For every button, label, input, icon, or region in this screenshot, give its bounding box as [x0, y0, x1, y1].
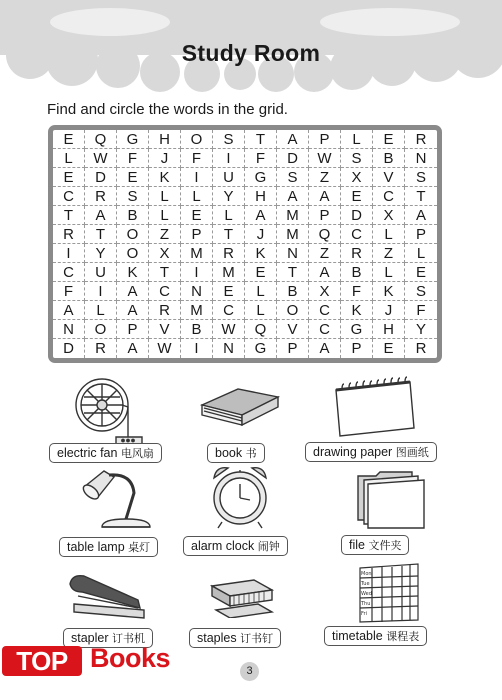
- word-search-grid: [48, 125, 442, 363]
- grid-cell[interactable]: K: [117, 263, 149, 282]
- label-electric-fan: electric fan 电风扇: [49, 443, 162, 463]
- drawing-paper-icon: [330, 376, 418, 440]
- grid-cell[interactable]: N: [53, 320, 85, 339]
- grid-cell[interactable]: K: [373, 282, 405, 301]
- grid-cell[interactable]: L: [181, 187, 213, 206]
- grid-cell[interactable]: O: [117, 244, 149, 263]
- label-stapler: stapler 订书机: [63, 628, 153, 648]
- grid-cell[interactable]: C: [373, 187, 405, 206]
- grid-cell[interactable]: R: [405, 130, 437, 149]
- timetable-row-label: Tue: [361, 581, 370, 587]
- grid-cell[interactable]: D: [277, 149, 309, 168]
- grid-cell[interactable]: J: [373, 301, 405, 320]
- grid-cell[interactable]: D: [53, 339, 85, 358]
- grid-cell[interactable]: A: [117, 301, 149, 320]
- grid-cell[interactable]: M: [277, 206, 309, 225]
- label-drawing-paper: drawing paper 图画纸: [305, 442, 437, 462]
- timetable-row-label: Thu: [361, 601, 371, 607]
- grid-cell[interactable]: I: [181, 339, 213, 358]
- grid-cell[interactable]: E: [245, 263, 277, 282]
- page-title: Study Room: [181, 40, 321, 66]
- books-wordmark: Books: [90, 643, 171, 674]
- grid-cell[interactable]: C: [53, 263, 85, 282]
- grid-cell[interactable]: B: [341, 263, 373, 282]
- grid-cell[interactable]: X: [373, 206, 405, 225]
- grid-cell[interactable]: B: [277, 282, 309, 301]
- grid-cell[interactable]: D: [341, 206, 373, 225]
- grid-cell[interactable]: P: [405, 225, 437, 244]
- grid-cell[interactable]: C: [309, 301, 341, 320]
- grid-cell[interactable]: T: [277, 263, 309, 282]
- grid-cell[interactable]: F: [53, 282, 85, 301]
- grid-cell[interactable]: L: [213, 206, 245, 225]
- grid-cell[interactable]: Z: [309, 244, 341, 263]
- page-number: 3: [240, 662, 259, 681]
- grid-cell[interactable]: A: [277, 130, 309, 149]
- grid-cell[interactable]: W: [213, 320, 245, 339]
- grid-cell[interactable]: P: [181, 225, 213, 244]
- grid-cell[interactable]: O: [117, 225, 149, 244]
- grid-cell[interactable]: E: [53, 130, 85, 149]
- grid-cell[interactable]: L: [341, 130, 373, 149]
- label-book: book 书: [207, 443, 265, 463]
- grid-cell[interactable]: Y: [405, 320, 437, 339]
- grid-cell[interactable]: E: [53, 168, 85, 187]
- grid-cell[interactable]: N: [213, 339, 245, 358]
- grid-cell[interactable]: T: [213, 225, 245, 244]
- grid-cell[interactable]: A: [309, 263, 341, 282]
- grid-cell[interactable]: H: [149, 130, 181, 149]
- grid-cell[interactable]: F: [341, 282, 373, 301]
- grid-cell[interactable]: X: [149, 244, 181, 263]
- grid-cell[interactable]: M: [213, 263, 245, 282]
- grid-cell[interactable]: L: [373, 263, 405, 282]
- grid-cell[interactable]: T: [405, 187, 437, 206]
- grid-cell[interactable]: T: [245, 130, 277, 149]
- grid-cell[interactable]: A: [245, 206, 277, 225]
- label-timetable: timetable 课程表: [324, 626, 427, 646]
- grid-cell[interactable]: T: [149, 263, 181, 282]
- grid-cell[interactable]: I: [53, 244, 85, 263]
- grid-cell[interactable]: K: [245, 244, 277, 263]
- grid-cell[interactable]: L: [245, 301, 277, 320]
- grid-cell[interactable]: E: [213, 282, 245, 301]
- grid-cell[interactable]: E: [341, 187, 373, 206]
- grid-cell[interactable]: N: [405, 149, 437, 168]
- grid-cell[interactable]: S: [117, 187, 149, 206]
- grid-cell[interactable]: A: [85, 206, 117, 225]
- timetable-icon: [356, 562, 422, 624]
- stapler-icon: [64, 568, 150, 624]
- grid-cell[interactable]: X: [341, 168, 373, 187]
- timetable-row-label: Fri: [361, 611, 367, 617]
- grid-cell[interactable]: B: [117, 206, 149, 225]
- table-lamp-icon: [76, 465, 158, 533]
- grid-cell[interactable]: C: [53, 187, 85, 206]
- grid-cell[interactable]: X: [309, 282, 341, 301]
- file-folder-icon: [352, 466, 430, 530]
- grid-cell[interactable]: V: [373, 168, 405, 187]
- grid-cell[interactable]: L: [373, 225, 405, 244]
- grid-cell[interactable]: I: [85, 282, 117, 301]
- grid-cell[interactable]: A: [117, 339, 149, 358]
- grid-cell[interactable]: I: [181, 263, 213, 282]
- grid-cell[interactable]: R: [149, 301, 181, 320]
- grid-cell[interactable]: O: [277, 301, 309, 320]
- grid-cell[interactable]: J: [149, 149, 181, 168]
- grid-cell[interactable]: J: [245, 225, 277, 244]
- grid-cell[interactable]: M: [181, 244, 213, 263]
- grid-cell[interactable]: C: [341, 225, 373, 244]
- grid-cell[interactable]: E: [181, 206, 213, 225]
- grid-cell[interactable]: H: [245, 187, 277, 206]
- grid-cell[interactable]: T: [53, 206, 85, 225]
- grid-cell[interactable]: Q: [309, 225, 341, 244]
- grid-cell[interactable]: V: [277, 320, 309, 339]
- grid-cell[interactable]: E: [405, 263, 437, 282]
- grid-cell[interactable]: B: [181, 320, 213, 339]
- grid-cell[interactable]: R: [53, 225, 85, 244]
- grid-cell[interactable]: R: [213, 244, 245, 263]
- grid-cell[interactable]: F: [181, 149, 213, 168]
- grid-cell[interactable]: P: [277, 339, 309, 358]
- grid-cell[interactable]: C: [309, 320, 341, 339]
- grid-cell[interactable]: F: [117, 149, 149, 168]
- grid-cell[interactable]: O: [85, 320, 117, 339]
- grid-cell[interactable]: G: [117, 130, 149, 149]
- grid-cell[interactable]: D: [85, 168, 117, 187]
- grid-cell[interactable]: E: [117, 168, 149, 187]
- grid-cell[interactable]: K: [149, 168, 181, 187]
- alarm-clock-icon: [208, 462, 272, 530]
- grid-cell[interactable]: R: [415, 340, 427, 357]
- grid-cell[interactable]: G: [245, 168, 277, 187]
- grid-cell[interactable]: O: [181, 130, 213, 149]
- timetable-row-label: Mon: [361, 571, 372, 577]
- grid-cell[interactable]: S: [213, 130, 245, 149]
- grid-cell[interactable]: B: [373, 149, 405, 168]
- grid-cell[interactable]: F: [245, 149, 277, 168]
- topbooks-watermark: [0, 640, 170, 680]
- grid-cell[interactable]: C: [149, 282, 181, 301]
- grid-cell[interactable]: I: [213, 149, 245, 168]
- label-table-lamp: table lamp 桌灯: [59, 537, 158, 557]
- electric-fan-icon: [68, 375, 148, 447]
- grid-cell[interactable]: L: [53, 149, 85, 168]
- grid-cell[interactable]: E: [373, 339, 405, 358]
- grid-cell[interactable]: K: [341, 301, 373, 320]
- grid-cell[interactable]: I: [181, 168, 213, 187]
- grid-cell[interactable]: Y: [85, 244, 117, 263]
- grid-cell[interactable]: R: [341, 244, 373, 263]
- grid-cell[interactable]: A: [53, 301, 85, 320]
- grid-cell[interactable]: L: [85, 301, 117, 320]
- grid-cell[interactable]: Z: [149, 225, 181, 244]
- grid-cell[interactable]: Q: [245, 320, 277, 339]
- grid-cell[interactable]: Q: [85, 130, 117, 149]
- timetable-row-label: Wed: [361, 591, 372, 597]
- grid-cell[interactable]: P: [117, 320, 149, 339]
- svg-text:TOP: TOP: [16, 646, 68, 676]
- grid-cell[interactable]: C: [213, 301, 245, 320]
- grid-cell[interactable]: W: [85, 149, 117, 168]
- grid-cell[interactable]: Z: [309, 168, 341, 187]
- grid-cell[interactable]: W: [149, 339, 181, 358]
- top-logo-icon: [0, 640, 90, 680]
- grid-cell[interactable]: A: [309, 339, 341, 358]
- grid-cell[interactable]: L: [149, 206, 181, 225]
- instruction-text: Find and circle the words in the grid.: [47, 101, 288, 118]
- grid-cell[interactable]: G: [245, 339, 277, 358]
- grid-cell[interactable]: A: [117, 282, 149, 301]
- grid-cell[interactable]: M: [277, 225, 309, 244]
- grid-cell[interactable]: F: [405, 301, 437, 320]
- grid-cell[interactable]: M: [181, 301, 213, 320]
- grid-cell[interactable]: P: [341, 339, 373, 358]
- grid-cell[interactable]: W: [309, 149, 341, 168]
- grid-cell[interactable]: S: [341, 149, 373, 168]
- grid-cell[interactable]: T: [85, 225, 117, 244]
- label-staples: staples 订书钉: [189, 628, 281, 648]
- label-alarm-clock: alarm clock 闹钟: [183, 536, 288, 556]
- grid-cell[interactable]: L: [149, 187, 181, 206]
- grid-cell[interactable]: A: [405, 206, 437, 225]
- grid-cell[interactable]: N: [181, 282, 213, 301]
- grid-cell[interactable]: H: [373, 320, 405, 339]
- book-icon: [196, 383, 282, 431]
- grid-cell[interactable]: P: [309, 206, 341, 225]
- staples-icon: [206, 574, 278, 618]
- grid-cell[interactable]: L: [245, 282, 277, 301]
- grid-cell[interactable]: A: [277, 187, 309, 206]
- grid-cell[interactable]: P: [309, 130, 341, 149]
- grid-cell[interactable]: G: [341, 320, 373, 339]
- grid-cell[interactable]: U: [213, 168, 245, 187]
- grid-cell[interactable]: Z: [373, 244, 405, 263]
- grid-cell[interactable]: V: [149, 320, 181, 339]
- grid-cell[interactable]: L: [405, 244, 437, 263]
- grid-cell[interactable]: R: [85, 339, 117, 358]
- grid-cell[interactable]: N: [277, 244, 309, 263]
- grid-cell[interactable]: S: [405, 168, 437, 187]
- grid-cell[interactable]: S: [405, 282, 437, 301]
- letter-grid: [53, 130, 437, 358]
- grid-cell[interactable]: U: [85, 263, 117, 282]
- grid-cell[interactable]: A: [309, 187, 341, 206]
- grid-cell[interactable]: S: [277, 168, 309, 187]
- grid-cell[interactable]: E: [373, 130, 405, 149]
- label-file: file 文件夹: [341, 535, 409, 555]
- grid-cell[interactable]: R: [85, 187, 117, 206]
- grid-cell[interactable]: Y: [213, 187, 245, 206]
